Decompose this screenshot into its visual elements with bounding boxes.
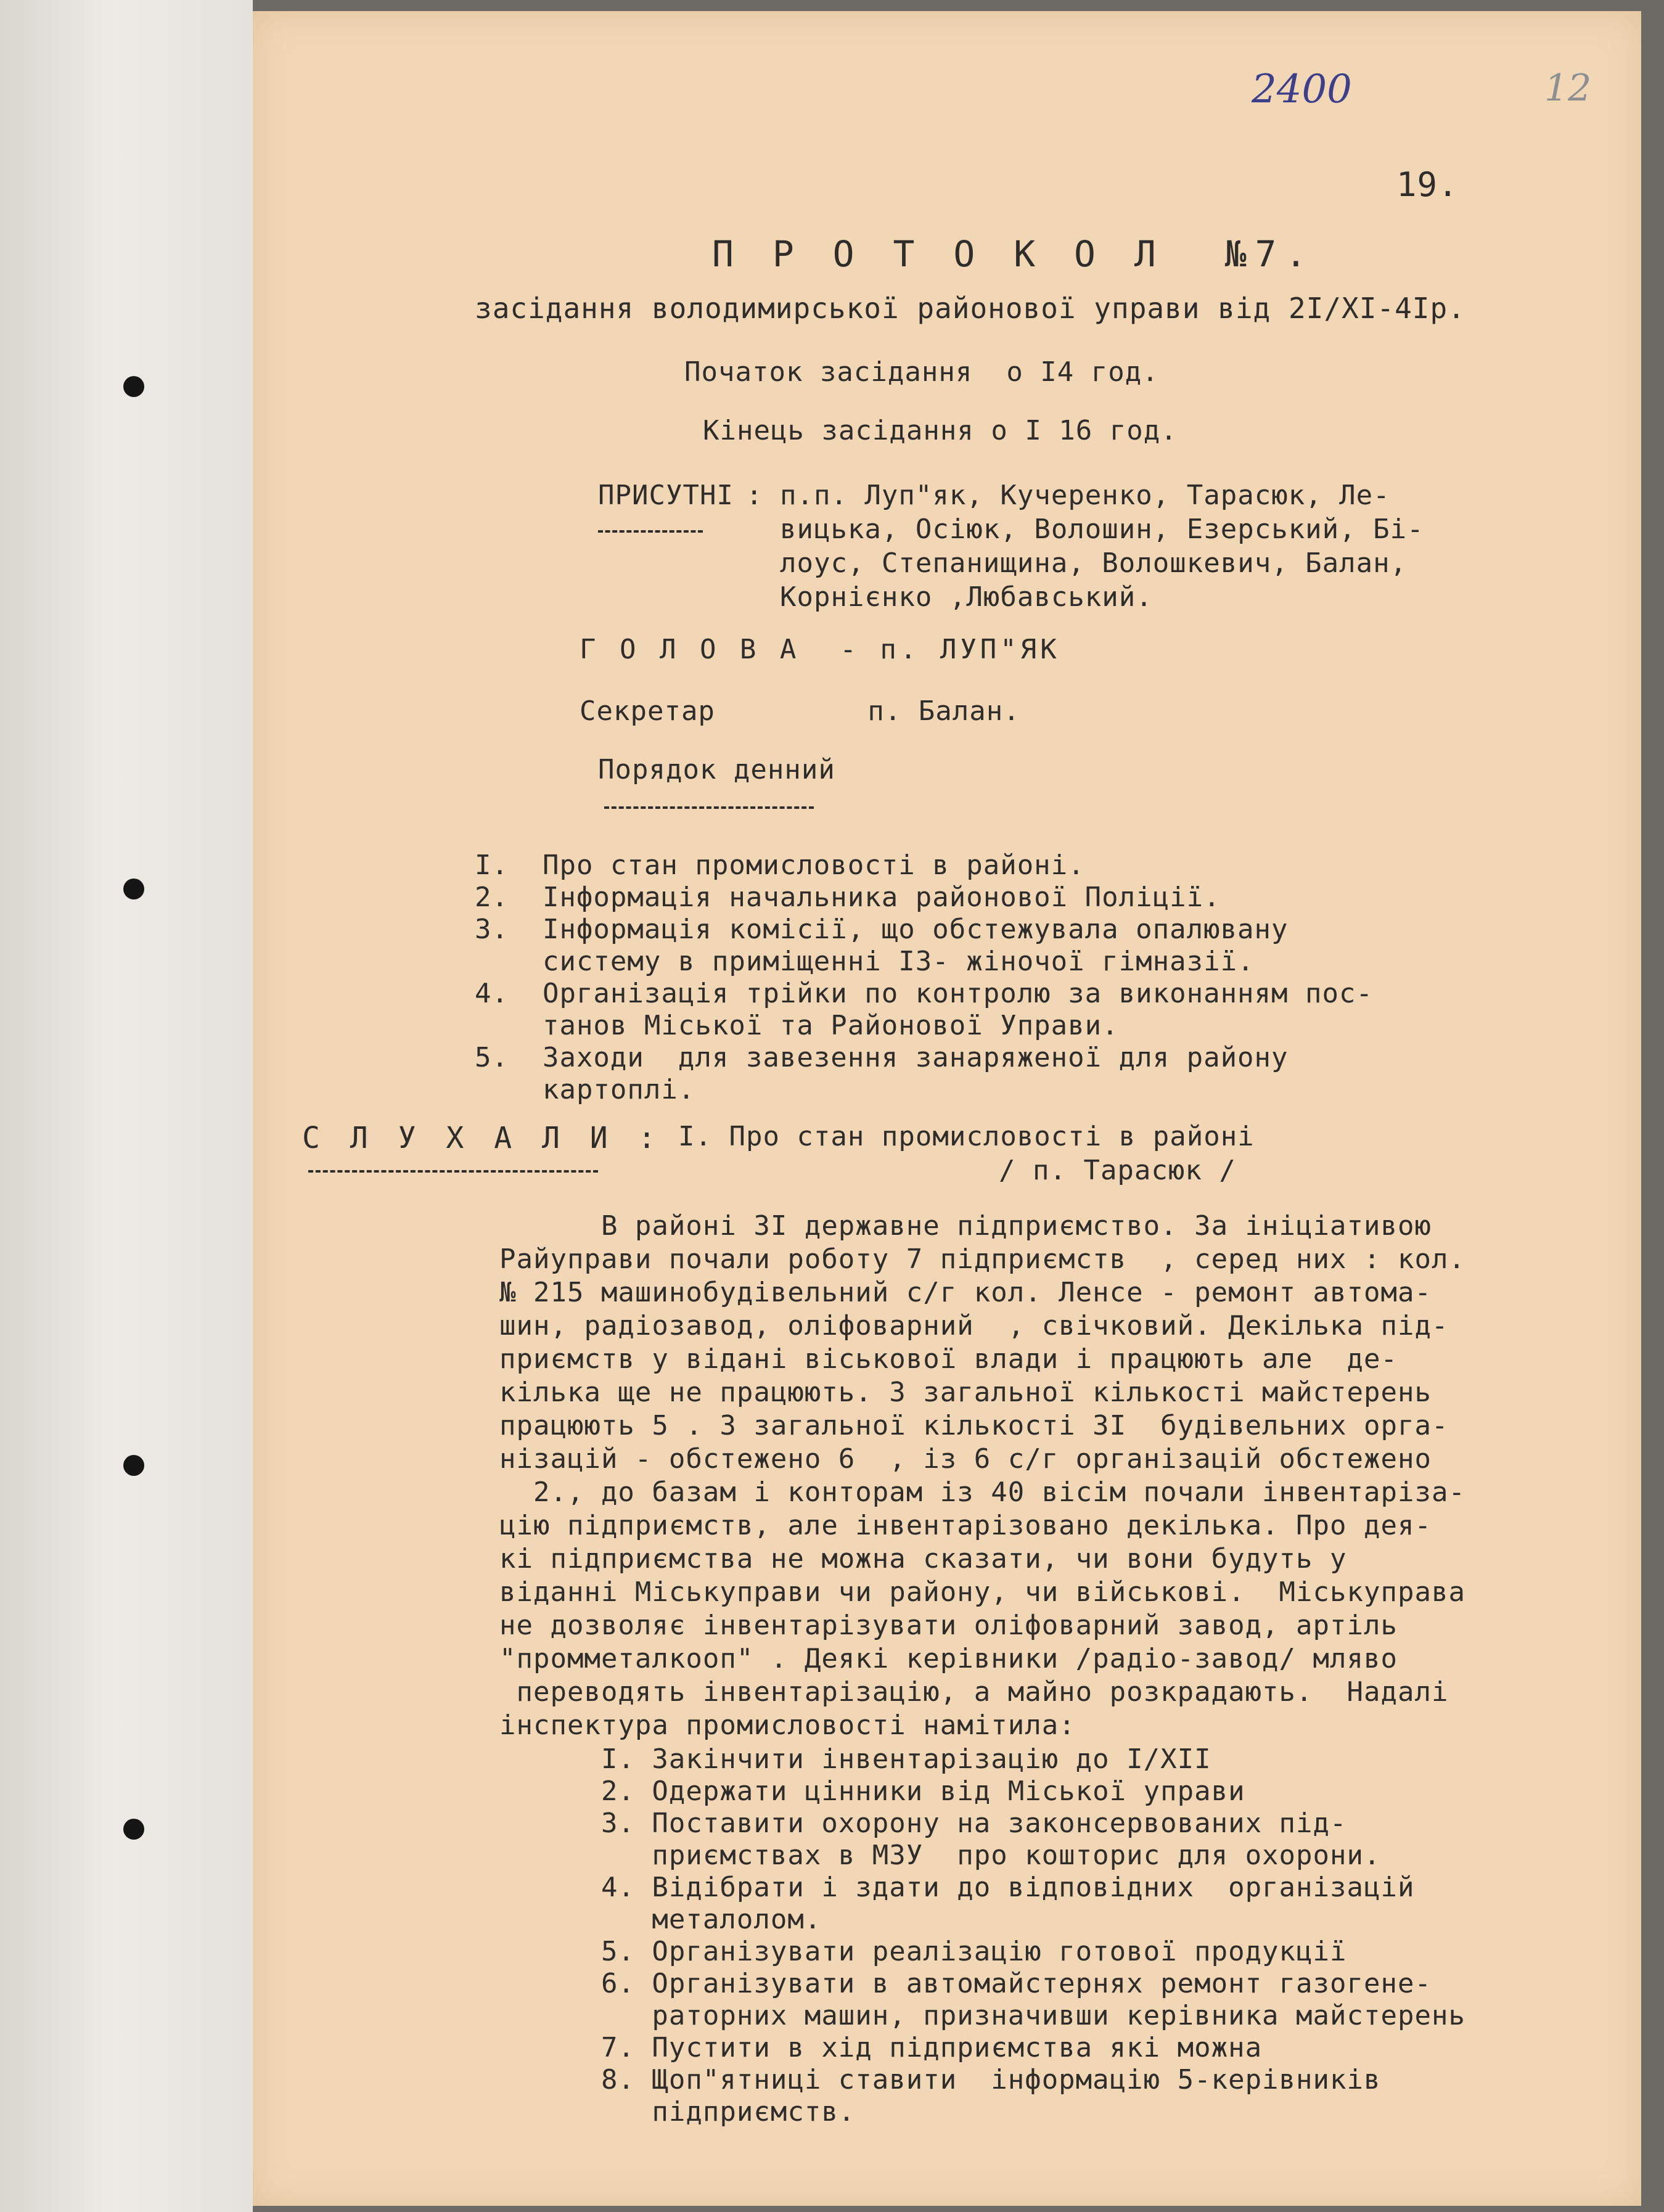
body-line: цію підприємств, але інвентарізовано декілька. Про дея- [499,1510,1432,1541]
body-line: кілька ще не працюють. З загальної кількості майстерень [499,1377,1432,1408]
heard-label: С Л У Х А Л И : [302,1121,662,1155]
agenda-item: 5. Заходи для завезення занаряженої для району [475,1042,1289,1073]
agenda-heading: Порядок денний [598,754,835,785]
chair-line: Г О Л О В А - п. ЛУП"ЯК [580,634,1060,665]
agenda-item: танов Міської та Районової Управи. [475,1010,1119,1041]
agenda-item: I. Про стан промисловості в районі. [475,850,1085,881]
body-line: нізацій - обстежено 6 , із 6 с/г організацій обстежено [499,1443,1432,1475]
heard-speaker: / п. Тарасюк / [999,1155,1236,1186]
body-line: шин, радіозавод, оліфоварний , свічковий. Декілька під- [499,1310,1449,1342]
body-line: працюють 5 . З загальної кількості 3I будівельних орга- [499,1410,1449,1441]
task-line: 8. Щоп"ятниці ставити інформацію 5-керівників [499,2064,1381,2095]
present-line: вицька, Осіюк, Волошин, Езерський, Бі- [746,514,1424,545]
body-line: інспектура промисловості намітила: [499,1710,1076,1741]
task-line: 6. Організувати в автомайстернях ремонт газогене- [499,1968,1432,1999]
present-label: ПРИСУТНІ [598,480,734,511]
protocol-title: П Р О Т О К О Л №7. [712,233,1316,275]
agenda-underline [604,806,814,809]
present-line: : п.п. Луп"як, Кучеренко, Тарасюк, Ле- [746,480,1390,511]
present-underline [598,530,703,533]
sheet-number: 12 [1544,67,1592,110]
heard-underline [308,1170,598,1173]
body-line: не дозволяє інвентарізувати оліфоварний завод, артіль [499,1610,1398,1641]
task-line: 2. Одержати цінники від Міської управи [499,1776,1245,1807]
task-line: раторних машин, призначивши керівника майстерень [499,2000,1465,2031]
binding-hole [123,879,144,899]
agenda-item: систему в приміщенні I3- жіночої гімназії. [475,946,1255,977]
task-line: 3. Поставити охорону на законсервованих під- [499,1808,1347,1839]
body-line: переводять інвентарізацію, а майно розкрадають. Надалі [499,1676,1449,1708]
agenda-item: 4. Організація трійки по контролю за виконанням пос- [475,978,1373,1009]
task-line: I. Закінчити інвентарізацію до I/XII [499,1743,1211,1775]
binding-hole [123,1455,144,1476]
task-line: 7. Пустити в хід підприємства які можна [499,2032,1263,2063]
body-line: приємств у відані віськової влади і працюють але де- [499,1343,1398,1375]
heard-item: I. Про стан промисловості в районі [678,1121,1255,1152]
body-line: Райуправи почали роботу 7 підприємств , серед них : кол. [499,1243,1465,1275]
body-line: кі підприємства не можна сказати, чи вони будуть у [499,1543,1347,1575]
task-line: 4. Відібрати і здати до відповідних організацій [499,1872,1415,1903]
body-line: 2., до базам і конторам із 40 вісім почали інвентаріза- [499,1477,1465,1508]
body-line: віданні Міськуправи чи району, чи військові. Міськуправа [499,1576,1465,1608]
body-line: "промметалкооп" . Деякі керівники /радіо-завод/ мляво [499,1643,1398,1674]
secretary-line: Секретар п. Балан. [580,695,1020,727]
agenda-item: 3. Інформація комісії, що обстежувала опалювану [475,914,1289,945]
protocol-subtitle: засідання володимирської районової управи від 2I/XI-4Iр. [475,292,1465,325]
binding-hole [123,1819,144,1840]
present-line: лоус, Степанищина, Волошкевич, Балан, [746,547,1408,579]
binding-strip [0,0,253,2212]
archive-number: 2400 [1252,67,1352,112]
agenda-item: картоплі. [475,1074,695,1105]
present-line: Корнієнко ,Любавський. [746,581,1153,613]
task-line: 5. Організувати реалізацію готової продукції [499,1936,1347,1967]
start-time: Початок засідання о I4 год. [684,356,1159,388]
agenda-item: 2. Інформація начальника районової Поліції. [475,882,1221,913]
task-line: металолом. [499,1904,822,1935]
body-line: В районі 3I державне підприємство. За ініціативою [499,1210,1432,1242]
body-line: № 215 машинобудівельний с/г кол. Ленсе - ремонт автома- [499,1277,1432,1308]
end-time: Кінець засідання о I 16 год. [703,415,1178,446]
task-line: приємствах в МЗУ про кошторис для охорони. [499,1840,1381,1871]
task-line: підприємств. [499,2096,856,2128]
binding-hole [123,376,144,397]
document-sheet [253,11,1641,2206]
page-number: 19. [1396,165,1459,204]
